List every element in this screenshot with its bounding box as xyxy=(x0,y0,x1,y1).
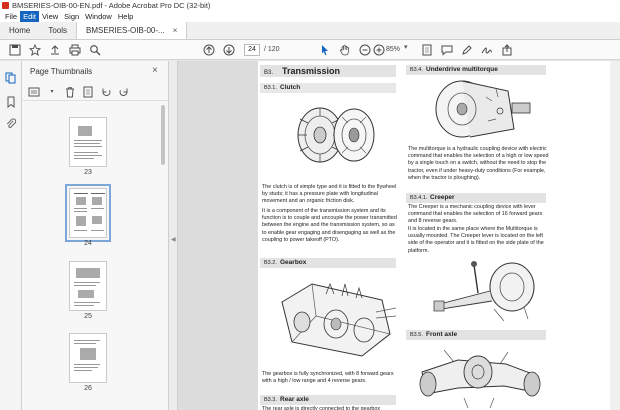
tab-close-icon[interactable]: × xyxy=(172,25,178,35)
menu-bar xyxy=(0,11,620,22)
menu-window[interactable]: Window xyxy=(85,12,112,21)
document-viewer[interactable] xyxy=(178,61,620,410)
panel-close-icon[interactable]: × xyxy=(152,65,158,76)
bookmarks-icon[interactable] xyxy=(4,95,18,109)
tab-document-label: BMSERIES-OIB-00-... xyxy=(86,25,165,35)
toolbar xyxy=(0,40,620,60)
section-header-gearbox xyxy=(260,258,396,268)
clutch-paragraph-2: It is a component of the transmission system and its function is to couple and uncouple the power transmitted between the engine and the transmission system, so as to enable gear engaging and disengaging as well as the coupling to power takeoff (PTO). xyxy=(262,208,397,243)
thumbnails-scroll-thumb[interactable] xyxy=(161,105,165,165)
section-title: Underdrive multitorque xyxy=(426,66,498,73)
page-thumbnail-23[interactable] xyxy=(69,117,107,167)
gearbox-paragraph: The gearbox is fully synchronized, with 8 forward gears with a high / low range and 4 reverse gears. xyxy=(262,371,394,385)
tab-tools[interactable]: Tools xyxy=(48,26,68,35)
section-number: B3.1. xyxy=(264,85,277,91)
page-thumbnail-number: 25 xyxy=(84,313,92,320)
page-thumbnails-icon[interactable] xyxy=(4,71,18,85)
collapse-panel-icon[interactable]: ◀ xyxy=(171,237,176,243)
clutch-paragraph-1: The clutch is of simple type and it is fitted to the flywheel by studs; it has a pressure plate with longitudinal movement and an organic friction disk. xyxy=(262,184,397,205)
gearbox-illustration xyxy=(272,272,400,364)
panel-toolbar xyxy=(22,83,169,101)
highlight-icon[interactable] xyxy=(460,43,474,57)
insert-page-icon[interactable] xyxy=(82,86,94,98)
tab-home[interactable]: Home xyxy=(9,26,31,35)
section-title: Clutch xyxy=(280,84,301,91)
zoom-dropdown-icon[interactable]: ▾ xyxy=(404,44,408,51)
page-thumbnail-25[interactable] xyxy=(69,261,107,311)
menu-sign[interactable]: Sign xyxy=(64,12,80,21)
options-dropdown-icon[interactable]: ▾ xyxy=(50,89,54,95)
menu-edit[interactable]: Edit xyxy=(20,11,39,22)
rear-axle-paragraph: The rear axle is directly connected to the gearbox xyxy=(262,406,381,410)
page-count: / 120 xyxy=(264,46,280,53)
zoom-out-icon[interactable] xyxy=(358,43,372,57)
section-header-underdrive xyxy=(406,65,546,75)
section-title: Creeper xyxy=(430,194,455,201)
section-number: B3.2. xyxy=(264,260,277,266)
hand-icon[interactable] xyxy=(338,43,352,57)
section-number: B3.4.1. xyxy=(410,195,428,201)
menu-file[interactable]: File xyxy=(5,12,18,21)
section-header-clutch xyxy=(260,83,396,93)
rotate-counterclockwise-icon[interactable] xyxy=(100,86,112,98)
left-navigation-rail xyxy=(0,61,22,410)
section-title: Rear axle xyxy=(280,396,309,403)
zoom-level[interactable]: 85% xyxy=(386,46,401,53)
tab-bar xyxy=(0,22,620,40)
section-number: B3.3. xyxy=(264,397,277,403)
upload-icon[interactable] xyxy=(48,43,62,57)
attachments-icon[interactable] xyxy=(4,117,18,131)
fit-page-icon[interactable] xyxy=(420,43,434,57)
page-up-icon[interactable] xyxy=(202,43,216,57)
select-cursor-icon[interactable] xyxy=(318,43,332,57)
menu-view[interactable]: View xyxy=(42,12,59,21)
page-thumbnail-number: 24 xyxy=(84,240,92,247)
pdf-page xyxy=(258,61,610,410)
tab-document[interactable] xyxy=(76,22,187,39)
section-number: B3.5. xyxy=(410,332,423,338)
search-icon[interactable] xyxy=(88,43,102,57)
share-icon[interactable] xyxy=(500,43,514,57)
save-icon[interactable] xyxy=(8,43,22,57)
menu-help[interactable]: Help xyxy=(117,12,134,21)
page-thumbnail-26[interactable] xyxy=(69,333,107,383)
document-scrollbar[interactable] xyxy=(610,61,620,410)
creeper-paragraph-2: It is located in the same place where the Multitorque is usually mounted. The Creeper lever is located on the left side of the operator and it is fitted on the side plate of the platform. xyxy=(408,226,544,254)
section-header-creeper xyxy=(406,193,546,203)
zoom-in-icon[interactable] xyxy=(372,43,386,57)
print-icon[interactable] xyxy=(68,43,82,57)
page-thumbnail-number: 23 xyxy=(84,169,92,176)
window-title: BMSERIES-OIB-00-EN.pdf - Adobe Acrobat Pro DC (32-bit) xyxy=(12,1,211,10)
creeper-illustration xyxy=(424,257,544,327)
section-header-front-axle xyxy=(406,330,546,340)
bookmark-star-icon[interactable] xyxy=(28,43,42,57)
creeper-paragraph-1: The Creeper is a mechanic coupling device with lever command that enables the selection of 16 forward gears and 8 reverse gears. xyxy=(408,204,543,225)
thumbnail-options-icon[interactable] xyxy=(28,86,40,98)
section-header-transmission xyxy=(260,65,396,77)
delete-page-icon[interactable] xyxy=(64,86,76,98)
window-title-bar xyxy=(0,0,620,11)
section-number: B3. xyxy=(264,70,274,76)
section-header-rear-axle xyxy=(260,395,396,405)
thumbnails-scrollbar[interactable] xyxy=(159,103,167,403)
multitorque-illustration xyxy=(426,77,538,145)
underdrive-paragraph: The multitorque is a hydraulic coupling device with electric command that enables the selection of a high or low speed by a single touch on a switch, without the need to stop the tractor, even if under heavy-duty conditions (For example, when the tractor is ploughing). xyxy=(408,146,549,181)
sign-icon[interactable] xyxy=(480,43,494,57)
front-axle-illustration xyxy=(414,342,546,410)
clutch-illustration xyxy=(288,99,380,171)
acrobat-app-icon xyxy=(2,2,9,9)
section-title: Transmission xyxy=(282,66,341,76)
page-down-icon[interactable] xyxy=(222,43,236,57)
page-thumbnail-number: 26 xyxy=(84,385,92,392)
section-title: Gearbox xyxy=(280,259,307,266)
panel-splitter[interactable] xyxy=(169,61,178,410)
rotate-clockwise-icon[interactable] xyxy=(118,86,130,98)
page-thumbnail-24[interactable] xyxy=(69,188,107,238)
section-title: Front axle xyxy=(426,331,458,338)
page-number-input[interactable]: 24 xyxy=(244,44,260,56)
comment-icon[interactable] xyxy=(440,43,454,57)
page-thumbnails-panel xyxy=(22,61,169,410)
panel-title: Page Thumbnails xyxy=(30,67,93,76)
section-number: B3.4. xyxy=(410,67,423,73)
